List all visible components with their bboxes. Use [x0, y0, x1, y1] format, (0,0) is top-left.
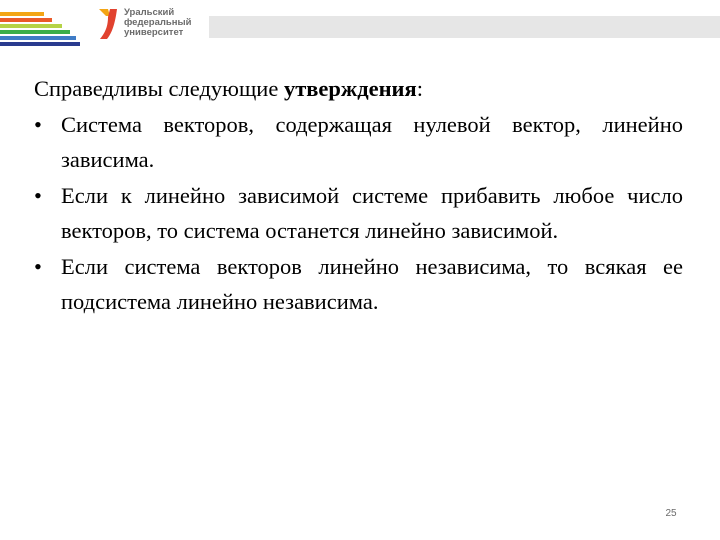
urfu-logo-icon — [98, 8, 118, 40]
statement-list — [34, 107, 683, 320]
logo-line-2: федеральный — [124, 17, 192, 28]
slide-content — [34, 71, 683, 320]
list-item-text: Если система векторов линейно независима, то всякая ее подсистема линейно независима. — [61, 253, 683, 314]
list-item — [34, 107, 683, 178]
page-number: 25 — [665, 508, 677, 519]
logo-line-3: университет — [124, 27, 184, 38]
list-item — [34, 178, 683, 249]
intro-line — [34, 71, 683, 107]
list-item — [34, 249, 683, 320]
header-bar — [209, 16, 720, 38]
bullet-icon: • — [34, 182, 42, 208]
intro-suffix: : — [416, 76, 423, 101]
intro-prefix: Справедливы следующие — [34, 76, 284, 101]
bullet-icon: • — [34, 253, 42, 279]
list-item-text: Если к линейно зависимой системе прибавить любое число векторов, то система останется линейно зависимой. — [61, 182, 683, 243]
intro-bold-word: утверждения — [283, 76, 417, 101]
list-item-text: Система векторов, содержащая нулевой вектор, линейно зависима. — [61, 111, 683, 172]
bullet-icon: • — [34, 111, 42, 137]
header-stripes — [0, 12, 80, 46]
university-name — [124, 8, 191, 38]
logo-line-1: Уральский — [124, 7, 175, 18]
